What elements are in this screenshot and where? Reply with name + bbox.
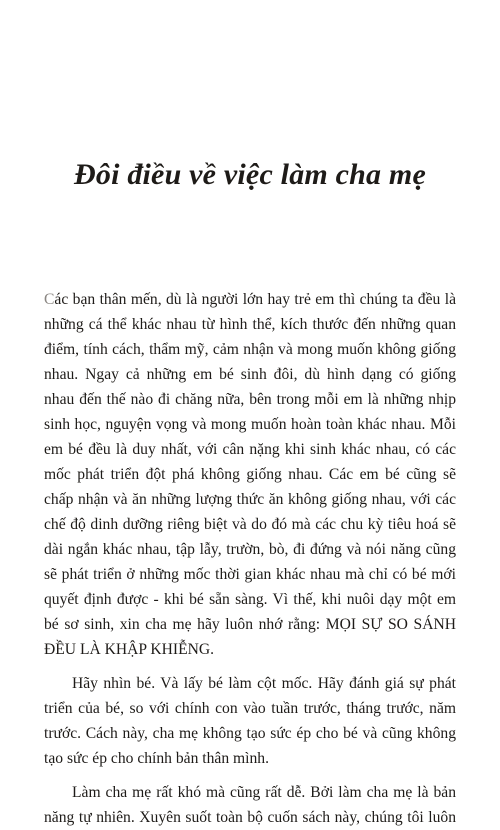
paragraph-line: Hãy nhìn bé. Và lấy bé làm cột mốc. Hãy đánh giá sự phát xyxy=(72,675,456,692)
paragraph-line: nhau đến thế nào đi chăng nữa, bên trong mỗi em là những nhịp xyxy=(44,391,456,408)
paragraph-line: bé sơ sinh, xin cha mẹ hãy luôn nhớ rằng: MỌI SỰ SO SÁNH xyxy=(44,616,456,633)
paragraph-line: điểm, tính cách, thẩm mỹ, cảm nhận và mong muốn không giống xyxy=(44,341,456,358)
paragraph-line: trước. Cách này, cha mẹ không tạo sức ép cho bé và cũng không xyxy=(44,725,456,742)
paragraph-line: chế độ dinh dưỡng riêng biệt và do đó mà các chu kỳ tiêu hoá sẽ xyxy=(44,516,456,533)
chapter-title: Đôi điều về việc làm cha mẹ xyxy=(74,158,426,191)
paragraph-line: ĐỀU LÀ KHẬP KHIỄNG. xyxy=(44,641,215,658)
paragraph-line: dài ngắn khác nhau, tập lẫy, trườn, bò, đi đứng và nói năng cũng xyxy=(44,541,456,558)
paragraph-line: chấp nhận và ăn những lượng thức ăn không giống nhau, với các xyxy=(44,491,456,508)
paragraph-line: em bé đều là duy nhất, với cân nặng khi sinh khác nhau, có các xyxy=(44,441,456,458)
paragraph-line: năng tự nhiên. Xuyên suốt toàn bộ cuốn sách này, chúng tôi luôn xyxy=(44,809,456,826)
paragraph-line: tạo sức ép cho chính bản thân mình. xyxy=(44,750,269,767)
paragraph xyxy=(44,780,456,830)
paragraph-line: sẽ phát triển ở những mốc thời gian khác nhau mà chỉ có bé mới xyxy=(44,566,456,583)
paragraph-line: những cá thể khác nhau từ hình thể, kích thước đến những quan xyxy=(44,316,456,333)
paragraph xyxy=(44,671,456,771)
paragraph-line: nhau. Ngay cả những em bé sinh đôi, dù hình dạng có giống xyxy=(44,366,456,383)
paragraph-line: sinh học, nguyện vọng và mong muốn hoàn toàn khác nhau. Mỗi xyxy=(44,416,456,433)
paragraph-line: Làm cha mẹ rất khó mà cũng rất dễ. Bởi làm cha mẹ là bản xyxy=(72,784,456,801)
drop-cap-letter: C xyxy=(44,291,55,308)
paragraph xyxy=(44,287,456,662)
paragraph-line: Các bạn thân mến, dù là người lớn hay trẻ em thì chúng ta đều là xyxy=(44,291,456,308)
paragraph-gap xyxy=(44,662,456,671)
paragraph-line: triển của bé, so với chính con vào tuần trước, tháng trước, năm xyxy=(44,700,456,717)
paragraph-line: mốc phát triển đột phá không giống nhau. Các em bé cũng sẽ xyxy=(44,466,456,483)
body-text xyxy=(44,287,456,830)
paragraph-gap xyxy=(44,771,456,780)
paragraph-line: quyết định được - khi bé sẵn sàng. Vì thế, khi nuôi dạy một em xyxy=(44,591,456,608)
